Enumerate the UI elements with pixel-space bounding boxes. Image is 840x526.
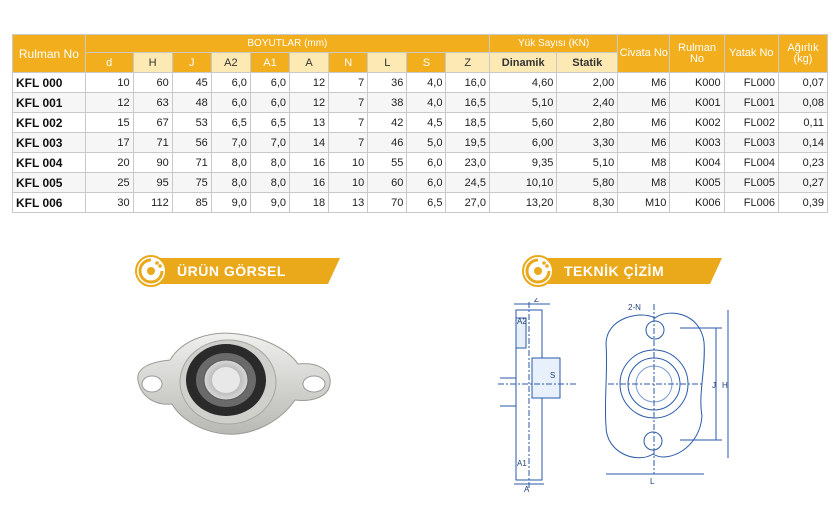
col-civata-header: Civata No <box>618 35 670 73</box>
product-photo <box>130 318 340 448</box>
cell-j: 75 <box>172 173 211 193</box>
cell-s: 4,0 <box>407 73 446 93</box>
cell-s: 6,0 <box>407 173 446 193</box>
cell-n: 10 <box>329 173 368 193</box>
cell-s: 4,5 <box>407 113 446 133</box>
cell-s: 4,0 <box>407 93 446 113</box>
cell-civata: M6 <box>618 73 670 93</box>
cell-n: 7 <box>329 133 368 153</box>
group-boyutlar-header: BOYUTLAR (mm) <box>85 35 489 53</box>
bearing-logo-icon <box>135 255 167 287</box>
cell-z: 24,5 <box>446 173 490 193</box>
cell-yatak: FL002 <box>724 113 778 133</box>
cell-din: 5,10 <box>489 93 556 113</box>
cell-din: 4,60 <box>489 73 556 93</box>
cell-h: 90 <box>133 153 172 173</box>
cell-l: 60 <box>368 173 407 193</box>
table-row <box>13 113 828 133</box>
col-yatak-header: Yatak No <box>724 35 778 73</box>
dim-a1-label: A1 <box>517 459 527 468</box>
col-agirlik-header: Ağırlık (kg) <box>778 35 827 73</box>
cell-rulman: K002 <box>670 113 724 133</box>
cell-h: 67 <box>133 113 172 133</box>
cell-a2: 9,0 <box>211 193 250 213</box>
cell-a1: 7,0 <box>250 133 289 153</box>
cell-a1: 9,0 <box>250 193 289 213</box>
cell-yatak: FL005 <box>724 173 778 193</box>
dim-h-label: H <box>722 381 728 390</box>
cell-a: 12 <box>290 73 329 93</box>
cell-a: 13 <box>290 113 329 133</box>
cell-n: 7 <box>329 93 368 113</box>
cell-l: 42 <box>368 113 407 133</box>
cell-n: 7 <box>329 113 368 133</box>
cell-a2: 6,5 <box>211 113 250 133</box>
cell-yatak: FL003 <box>724 133 778 153</box>
bearing-logo-icon <box>522 255 554 287</box>
table-row <box>13 153 828 173</box>
cell-s: 6,5 <box>407 193 446 213</box>
cell-h: 71 <box>133 133 172 153</box>
cell-a: 14 <box>290 133 329 153</box>
cell-a1: 6,0 <box>250 93 289 113</box>
cell-rulman: K005 <box>670 173 724 193</box>
cell-a2: 7,0 <box>211 133 250 153</box>
cell-a2: 8,0 <box>211 153 250 173</box>
table-row <box>13 73 828 93</box>
cell-rulman: K006 <box>670 193 724 213</box>
cell-yatak: FL004 <box>724 153 778 173</box>
table-row <box>13 133 828 153</box>
cell-civata: M8 <box>618 153 670 173</box>
cell-z: 27,0 <box>446 193 490 213</box>
cell-z: 19,5 <box>446 133 490 153</box>
cell-a2: 6,0 <box>211 93 250 113</box>
dim-j-label: J <box>712 381 716 390</box>
cell-din: 9,35 <box>489 153 556 173</box>
cell-z: 23,0 <box>446 153 490 173</box>
cell-yatak: FL006 <box>724 193 778 213</box>
dim-header: L <box>368 53 407 73</box>
cell-agirlik: 0,11 <box>778 113 827 133</box>
cell-a1: 8,0 <box>250 173 289 193</box>
cell-s: 6,0 <box>407 153 446 173</box>
cell-name: KFL 000 <box>13 73 86 93</box>
dim-header: J <box>172 53 211 73</box>
cell-name: KFL 002 <box>13 113 86 133</box>
cell-j: 48 <box>172 93 211 113</box>
cell-rulman: K003 <box>670 133 724 153</box>
cell-h: 63 <box>133 93 172 113</box>
cell-stat: 2,40 <box>557 93 618 113</box>
cell-n: 10 <box>329 153 368 173</box>
dim-a2-label: A2 <box>517 317 527 326</box>
dim-header: N <box>329 53 368 73</box>
cell-agirlik: 0,39 <box>778 193 827 213</box>
cell-stat: 5,10 <box>557 153 618 173</box>
dim-header: A1 <box>250 53 289 73</box>
cell-yatak: FL001 <box>724 93 778 113</box>
cell-civata: M6 <box>618 113 670 133</box>
cell-civata: M6 <box>618 93 670 113</box>
cell-l: 36 <box>368 73 407 93</box>
cell-civata: M10 <box>618 193 670 213</box>
cell-agirlik: 0,23 <box>778 153 827 173</box>
cell-l: 46 <box>368 133 407 153</box>
dim-header: A <box>290 53 329 73</box>
dim-header: d <box>85 53 133 73</box>
cell-yatak: FL000 <box>724 73 778 93</box>
dim-header: A2 <box>211 53 250 73</box>
cell-din: 10,10 <box>489 173 556 193</box>
cell-j: 85 <box>172 193 211 213</box>
cell-j: 71 <box>172 153 211 173</box>
cell-stat: 8,30 <box>557 193 618 213</box>
table-row <box>13 173 828 193</box>
cell-n: 13 <box>329 193 368 213</box>
cell-n: 7 <box>329 73 368 93</box>
col-rulman-header: Rulman No <box>13 35 86 73</box>
cell-h: 60 <box>133 73 172 93</box>
cell-a2: 8,0 <box>211 173 250 193</box>
dim-n-label: 2-N <box>628 303 641 312</box>
cell-a: 18 <box>290 193 329 213</box>
dim-a-label: A <box>524 485 530 494</box>
col-rulman-no-header: Rulman No <box>670 35 724 73</box>
cell-name: KFL 005 <box>13 173 86 193</box>
cell-name: KFL 003 <box>13 133 86 153</box>
table-row <box>13 93 828 113</box>
cell-d: 30 <box>85 193 133 213</box>
cell-name: KFL 004 <box>13 153 86 173</box>
cell-z: 16,0 <box>446 73 490 93</box>
technical-drawing <box>490 298 750 494</box>
dim-l-label: L <box>650 477 655 486</box>
cell-z: 16,5 <box>446 93 490 113</box>
cell-d: 25 <box>85 173 133 193</box>
cell-s: 5,0 <box>407 133 446 153</box>
cell-rulman: K000 <box>670 73 724 93</box>
cell-rulman: K001 <box>670 93 724 113</box>
cell-agirlik: 0,27 <box>778 173 827 193</box>
cell-z: 18,5 <box>446 113 490 133</box>
spec-table <box>12 34 828 213</box>
dim-z-label: Z <box>534 298 539 304</box>
group-yuk-header: Yük Sayısı (KN) <box>489 35 617 53</box>
dim-s-label: S <box>550 371 556 380</box>
cell-a1: 6,5 <box>250 113 289 133</box>
teknik-cizim-title: TEKNİK ÇİZİM <box>564 263 665 279</box>
cell-name: KFL 001 <box>13 93 86 113</box>
cell-stat: 2,80 <box>557 113 618 133</box>
teknik-cizim-banner <box>522 256 722 286</box>
cell-stat: 2,00 <box>557 73 618 93</box>
cell-d: 12 <box>85 93 133 113</box>
cell-l: 55 <box>368 153 407 173</box>
cell-l: 70 <box>368 193 407 213</box>
cell-agirlik: 0,07 <box>778 73 827 93</box>
cell-stat: 3,30 <box>557 133 618 153</box>
cell-h: 95 <box>133 173 172 193</box>
cell-civata: M6 <box>618 133 670 153</box>
cell-name: KFL 006 <box>13 193 86 213</box>
cell-d: 17 <box>85 133 133 153</box>
load-header: Dinamik <box>489 53 556 73</box>
cell-d: 15 <box>85 113 133 133</box>
table-row <box>13 193 828 213</box>
cell-din: 6,00 <box>489 133 556 153</box>
cell-a: 16 <box>290 153 329 173</box>
cell-a2: 6,0 <box>211 73 250 93</box>
dim-header: H <box>133 53 172 73</box>
cell-j: 45 <box>172 73 211 93</box>
load-header: Statik <box>557 53 618 73</box>
cell-din: 13,20 <box>489 193 556 213</box>
cell-a1: 6,0 <box>250 73 289 93</box>
cell-a: 12 <box>290 93 329 113</box>
cell-h: 112 <box>133 193 172 213</box>
dim-header: S <box>407 53 446 73</box>
cell-civata: M8 <box>618 173 670 193</box>
cell-agirlik: 0,08 <box>778 93 827 113</box>
cell-j: 53 <box>172 113 211 133</box>
cell-agirlik: 0,14 <box>778 133 827 153</box>
cell-rulman: K004 <box>670 153 724 173</box>
cell-stat: 5,80 <box>557 173 618 193</box>
cell-a: 16 <box>290 173 329 193</box>
urun-gorsel-title: ÜRÜN GÖRSEL <box>177 263 286 279</box>
cell-d: 10 <box>85 73 133 93</box>
cell-j: 56 <box>172 133 211 153</box>
dim-header: Z <box>446 53 490 73</box>
cell-d: 20 <box>85 153 133 173</box>
cell-a1: 8,0 <box>250 153 289 173</box>
cell-l: 38 <box>368 93 407 113</box>
cell-din: 5,60 <box>489 113 556 133</box>
urun-gorsel-banner <box>135 256 340 286</box>
